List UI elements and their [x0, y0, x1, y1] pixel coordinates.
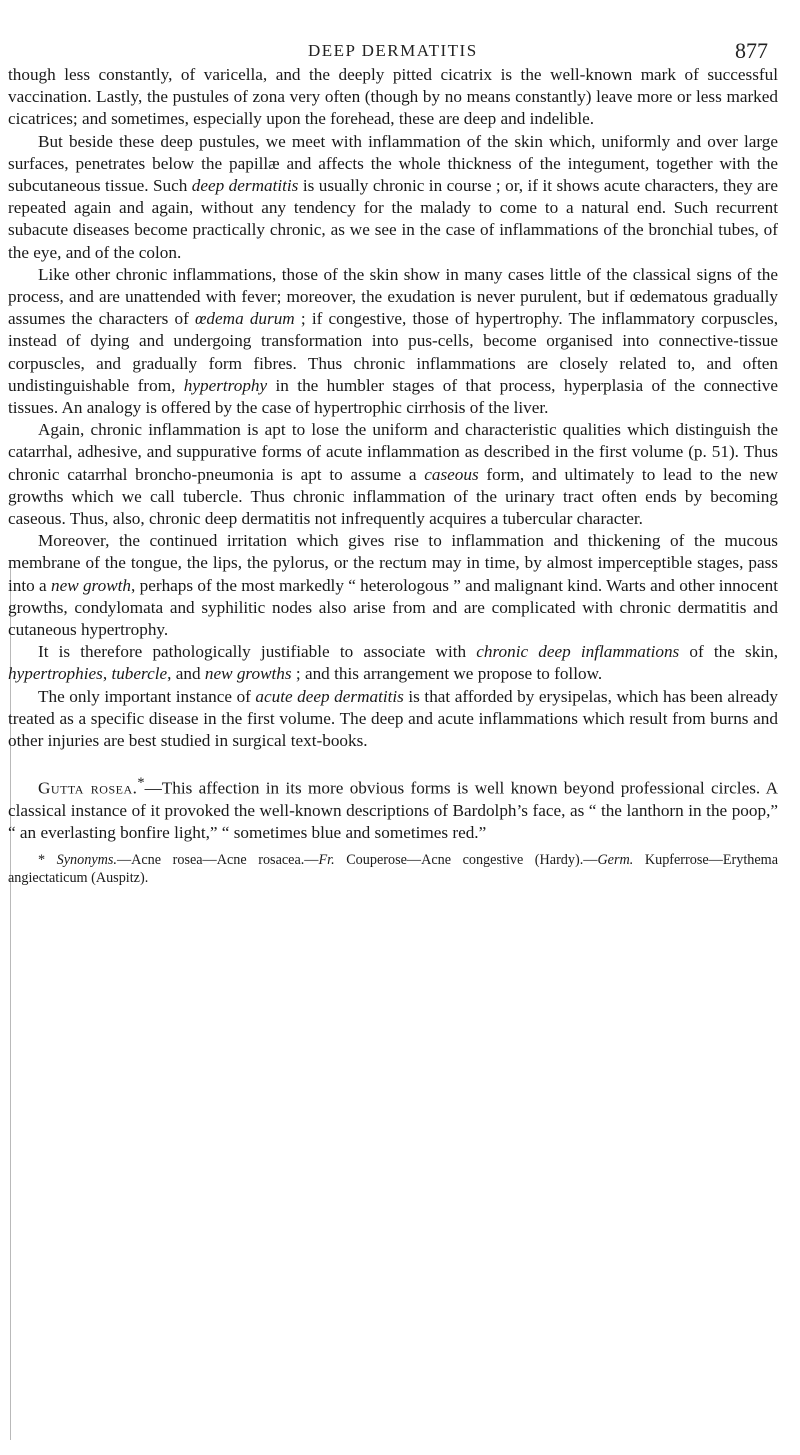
term-caseous: caseous [424, 464, 479, 484]
paragraph-6: It is therefore pathologically justifiable to associate with chronic deep inflammations of the skin, hypertrophies, tubercle, and new growths ; and this arrangement we propose to follow. [8, 642, 778, 684]
paragraph-7: The only important instance of acute deep dermatitis is that afforded by erysipelas, which has been already treated as a specific disease in the first volume. The deep and acute inflammations which result from burns and other injuries are best studied in surgical text-books. [8, 686, 778, 751]
paragraph-5: Moreover, the continued irritation which gives rise to inflammation and thickening of the mucous membrane of the tongue, the lips, the pylorus, or the rectum may in time, by almost imperceptible stages, pass into a new growth, perhaps of the most markedly “ heterologous ” and malignant kind. Warts and other innocent growths, condylomata and syphilitic nodes also arise from and are complicated with chronic dermatitis and cutaneous hypertrophy. [8, 531, 778, 640]
footnote-marker: * [137, 775, 145, 792]
paragraph-3: Like other chronic inflammations, those of the skin show in many cases little of the classical signs of the process, and are unattended with fever; moreover, the exudation is never purulent, but if œdematous gradually assumes the characters of œdema durum ; if congestive, those of hypertrophy. The inflammatory corpuscles, instead of dying and undergoing transformation into pus-cells, become organised into connective-tissue corpuscles, and gradually form fibres. Thus chronic inflammations are closely related to, and often undistinguishable from, hypertrophy in the humbler stages of that process, hyperplasia of the connective tissues. An analogy is offered by the case of hypertrophic cirrhosis of the liver. [8, 264, 779, 418]
term-hypertrophies: hypertrophies [8, 664, 103, 684]
section-gutta-rosea: Gutta rosea.*—This affection in its more obvious forms is well known beyond professional circles. A classical instance of it provoked the well-known descriptions of Bardolph’s face, as “ the lanthorn in the poop,” “ an everlasting bonfire light,” “ sometimes blue and sometimes red.” [8, 775, 778, 843]
term-oedema-durum: œdema durum [194, 309, 295, 329]
section-heading: Gutta rosea. [38, 779, 138, 799]
paragraph-1: though less constantly, of varicella, and the deeply pitted cicatrix is the well-known mark of successful vaccination. Lastly, the pustules of zona very often (though by no means constantly) leave more or less marked cicatrices; and sometimes, especially upon the forehead, these are deep and indelible. [8, 65, 778, 129]
term-new-growths: new growths [204, 664, 292, 684]
footnote: * Synonyms.—Acne rosea—Acne rosacea.—Fr. Couperose—Acne congestive (Hardy).—Germ. Kupferrose—Erythema angiectaticum (Auspitz). [8, 851, 779, 886]
book-page [8, 0, 784, 1455]
footnote-label-fr: Fr. [318, 851, 335, 868]
term-acute-deep-dermatitis: acute deep dermatitis [255, 686, 404, 706]
body-text [8, 64, 778, 887]
paragraph-4: Again, chronic inflammation is apt to lose the uniform and characteristic qualities which distinguish the catarrhal, adhesive, and suppurative forms of acute inflammation as described in the first volume (p. 51). Thus chronic catarrhal broncho-pneumonia is apt to assume a caseous form, and ultimately to lead to the new growths which we call tubercle. Thus chronic inflammation of the urinary tract often ends by becoming caseous. Thus, also, chronic deep dermatitis not infrequently acquires a tubercular character. [8, 420, 778, 529]
footnote-label-synonyms: Synonyms. [56, 851, 117, 868]
footnote-label-germ: Germ. [597, 851, 634, 868]
term-hypertrophy: hypertrophy [183, 375, 268, 395]
page-header [8, 0, 784, 62]
running-head: DEEP DERMATITIS [308, 41, 478, 60]
paragraph-2: But beside these deep pustules, we meet with inflammation of the skin which, uniformly and over large surfaces, penetrates below the papillæ and affects the whole thickness of the integument, together with the subcutaneous tissue. Such deep dermatitis is usually chronic in course ; or, if it shows acute characters, they are repeated again and again, without any tendency for the malady to come to a natural end. Such recurrent subacute diseases become practically chronic, as we see in the case of inflammations of the bronchial tubes, of the eye, and of the colon. [8, 131, 778, 262]
term-chronic-deep-inflammations: chronic deep inflammations [476, 642, 680, 662]
term-new-growth: new growth [50, 575, 132, 595]
term-tubercle: tubercle [111, 664, 168, 684]
page-number: 877 [735, 38, 768, 63]
term-deep-dermatitis: deep dermatitis [191, 176, 299, 196]
